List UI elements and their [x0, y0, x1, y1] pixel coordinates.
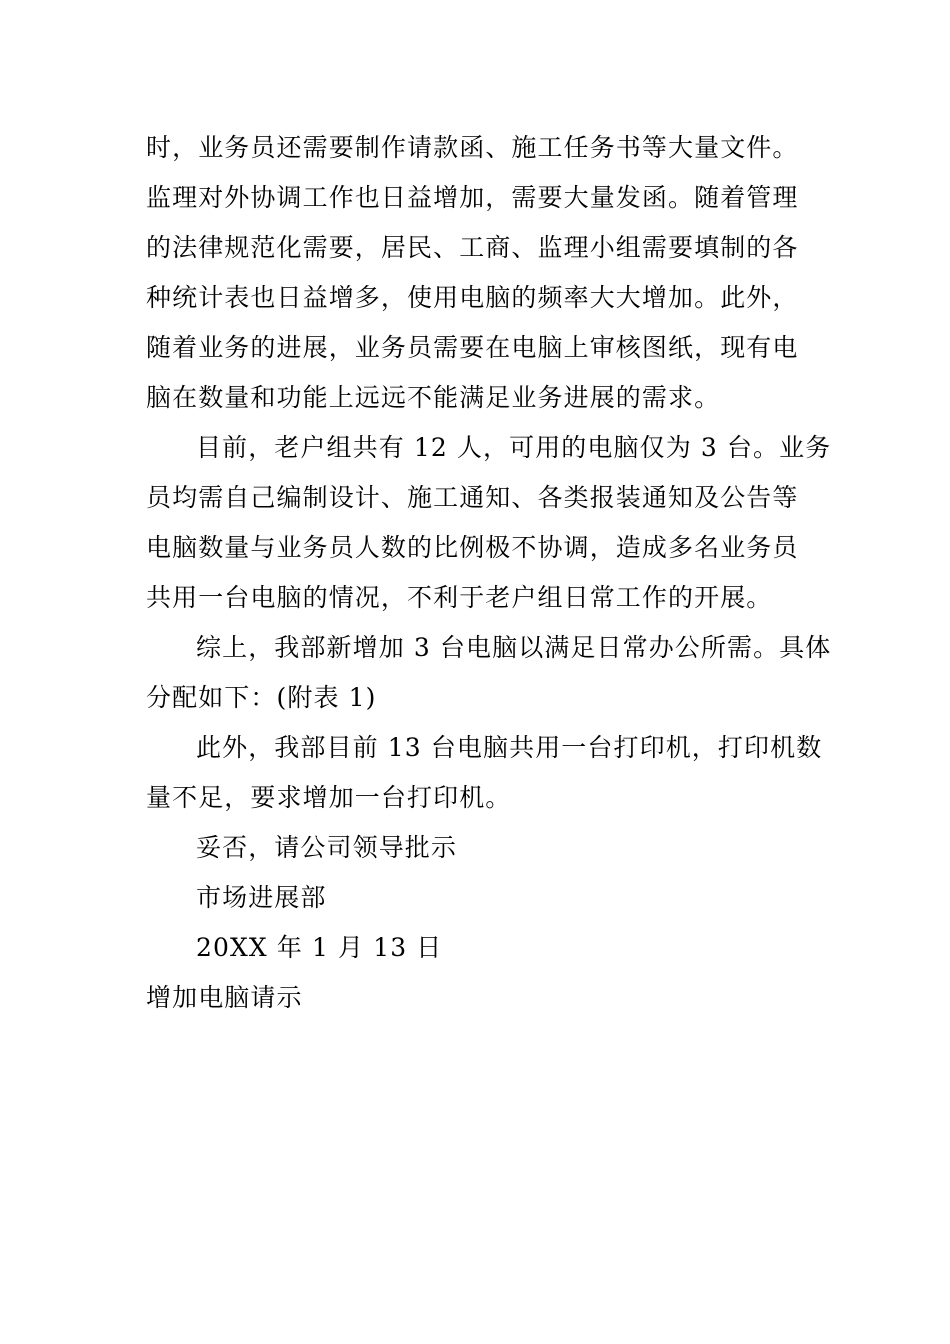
closing-request-line: 妥否，请公司领导批示 [196, 833, 458, 862]
body-text-line: 随着业务的进展，业务员需要在电脑上审核图纸，现有电 [146, 333, 799, 362]
body-text-line: 时，业务员还需要制作请款函、施工任务书等大量文件。 [146, 133, 799, 162]
paragraph-start-line: 目前，老户组共有 12 人，可用的电脑仅为 3 台。业务 [196, 433, 832, 462]
body-text-line: 共用一台电脑的情况，不利于老户组日常工作的开展。 [146, 583, 773, 612]
department-signature: 市场进展部 [196, 883, 327, 912]
paragraph-start-line: 此外，我部目前 13 台电脑共用一台打印机，打印机数 [196, 733, 823, 762]
body-text-line: 脑在数量和功能上远远不能满足业务进展的需求。 [146, 383, 721, 412]
body-text-line: 量不足，要求增加一台打印机。 [146, 783, 512, 812]
body-text-line: 分配如下：(附表 1) [146, 683, 377, 712]
body-text-line: 电脑数量与业务员人数的比例极不协调，造成多名业务员 [146, 533, 799, 562]
body-text-line: 种统计表也日益增多，使用电脑的频率大大增加。此外， [146, 283, 799, 312]
body-text-line: 的法律规范化需要，居民、工商、监理小组需要填制的各 [146, 233, 799, 262]
document-date: 20XX 年 1 月 13 日 [196, 933, 443, 962]
document-title-footer: 增加电脑请示 [146, 983, 303, 1012]
body-text-line: 监理对外协调工作也日益增加，需要大量发函。随着管理 [146, 183, 799, 212]
body-text-line: 员均需自己编制设计、施工通知、各类报装通知及公告等 [146, 483, 799, 512]
paragraph-start-line: 综上，我部新增加 3 台电脑以满足日常办公所需。具体 [196, 633, 832, 662]
